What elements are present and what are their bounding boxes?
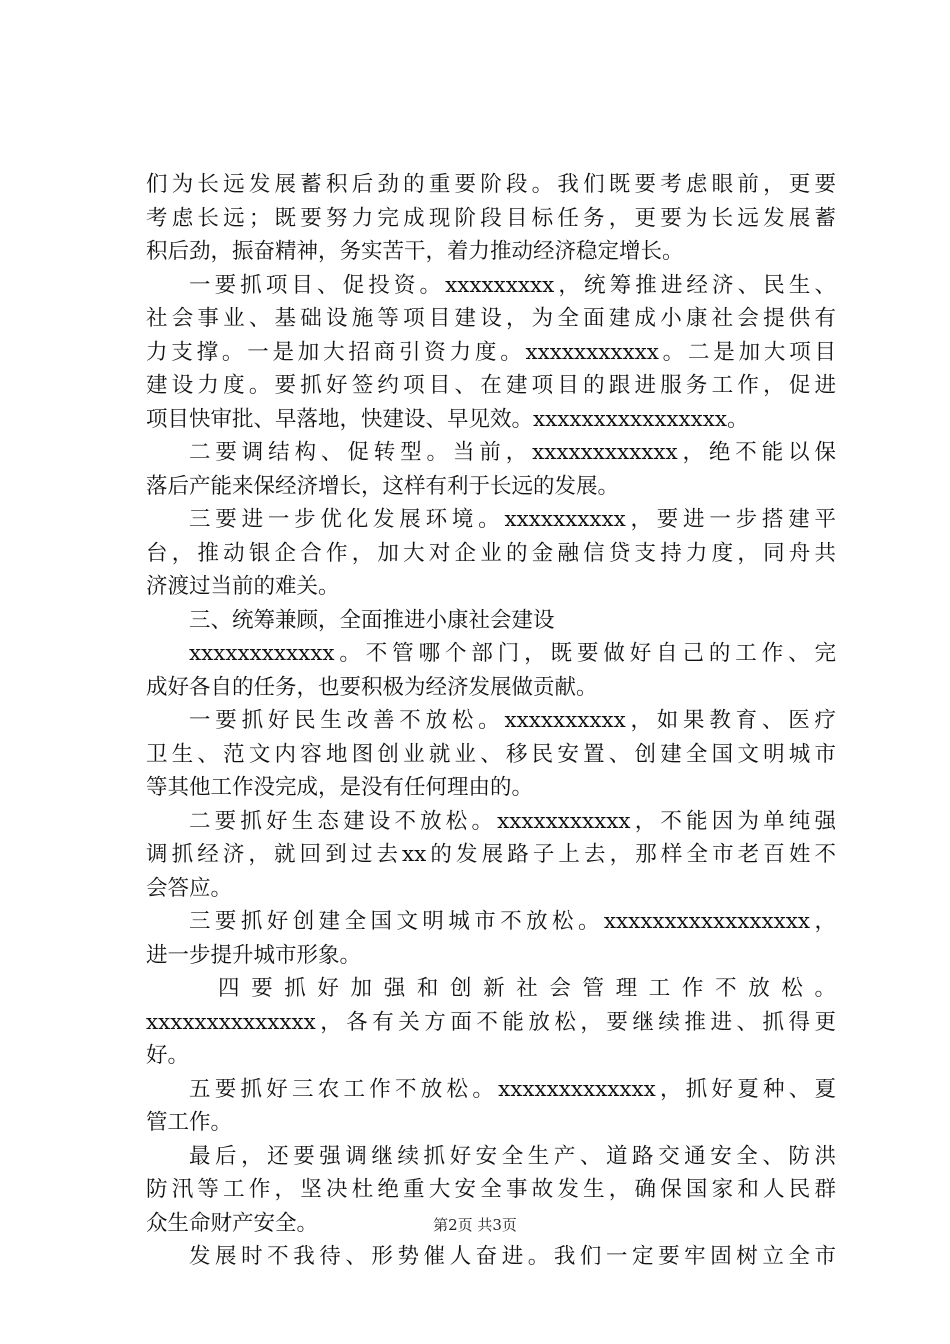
text-line: 济渡过当前的难关。: [146, 574, 340, 599]
text-line: 成好各自的任务，也要积极为经济发展做贡献。: [146, 674, 598, 700]
text-line: 等其他工作没完成，是没有任何理由的。: [146, 775, 534, 800]
text-line: 四要抓好加强和创新社会管理工作不放松。: [218, 976, 836, 1001]
text-line: xxxxxxxxxxxx。不管哪个部门，既要做好自己的工作、完: [189, 641, 836, 666]
text-line: 积后劲，振奋精神，务实苦干，着力推动经济稳定增长。: [146, 239, 684, 264]
page-footer: [0, 1214, 950, 1236]
page-number-label: 第2页 共3页: [433, 1216, 517, 1234]
text-line: 考虑长远；既要努力完成现阶段目标任务，更要为长远发展蓄: [146, 205, 836, 231]
text-line: 调抓经济，就回到过去xx的发展路子上去，那样全市老百姓不: [146, 842, 836, 867]
text-line: 一要抓项目、促投资。xxxxxxxxx，统筹推进经济、民生、: [189, 272, 836, 298]
text-line: 五要抓好三农工作不放松。xxxxxxxxxxxxx，抓好夏种、夏: [189, 1076, 836, 1102]
text-line: 好。: [146, 1043, 190, 1068]
text-line: 防汛等工作，坚决杜绝重大安全事故发生，确保国家和人民群: [146, 1177, 836, 1202]
text-line: 建设力度。要抓好签约项目、在建项目的跟进服务工作，促进: [146, 373, 836, 398]
text-line: 发展时不我待、形势催人奋进。我们一定要牢固树立全市: [189, 1244, 836, 1269]
text-line: xxxxxxxxxxxxxx，各有关方面不能放松，要继续推进、抓得更: [146, 1009, 836, 1035]
text-line: 最后，还要强调继续抓好安全生产、道路交通安全、防洪: [189, 1143, 836, 1169]
text-line: 力支撑。一是加大招商引资力度。xxxxxxxxxxx。二是加大项目: [146, 339, 836, 365]
section-heading: 三、统筹兼顾，全面推进小康社会建设: [189, 607, 555, 633]
document-body: [146, 168, 836, 1274]
text-line: 项目快审批、早落地，快建设、早见效。xxxxxxxxxxxxxxxx。: [146, 406, 749, 432]
text-line: 三要抓好创建全国文明城市不放松。xxxxxxxxxxxxxxxxx，: [189, 909, 836, 934]
text-line: 一要抓好民生改善不放松。xxxxxxxxxx，如果教育、医疗: [189, 708, 836, 733]
text-line: 台，推动银企合作，加大对企业的金融信贷支持力度，同舟共: [146, 540, 836, 566]
text-line: 进一步提升城市形象。: [146, 942, 362, 968]
text-line: 众生命财产安全。: [146, 1210, 319, 1236]
text-line: 三要进一步优化发展环境。xxxxxxxxxx，要进一步搭建平: [189, 507, 836, 532]
text-line: 社会事业、基础设施等项目建设，为全面建成小康社会提供有: [146, 306, 836, 331]
text-line: 会答应。: [146, 875, 233, 901]
text-line: 管工作。: [146, 1110, 233, 1135]
text-line: 二要调结构、促转型。当前，xxxxxxxxxxxx，绝不能以保: [189, 440, 836, 465]
text-line: 卫生、范文内容地图创业就业、移民安置、创建全国文明城市: [146, 741, 836, 767]
text-line: 们为长远发展蓄积后劲的重要阶段。我们既要考虑眼前，更要: [146, 172, 836, 197]
text-line: 二要抓好生态建设不放松。xxxxxxxxxxx，不能因为单纯强: [189, 808, 836, 834]
text-line: 落后产能来保经济增长，这样有利于长远的发展。: [146, 473, 620, 499]
